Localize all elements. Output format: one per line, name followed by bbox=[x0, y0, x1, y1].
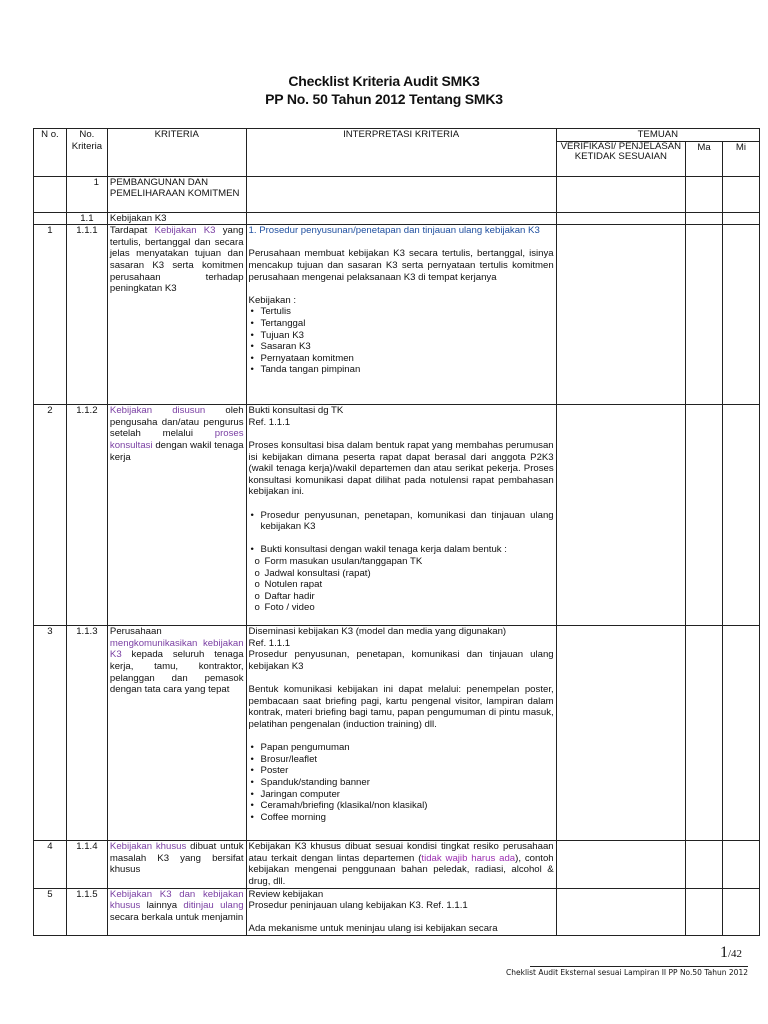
list-item: • Jaringan computer bbox=[261, 789, 554, 801]
table-row bbox=[34, 405, 760, 626]
row-number: 5 bbox=[34, 888, 67, 935]
row-interpretasi: Bukti konsultasi dg TK Ref. 1.1.1 Proses konsultasi bisa dalam bentuk rapat yang membahas perumusan isi kebijakan dimana peserta rapat dapat berasal dari anggota P2K3 (wakil tenaga kerja)/wakil departemen dan atau serikat pekerja. Proses konsultasi komunikasi dapat dilihat pada notulensi rapat pembahasan kebijakan ini. • Prosedur penyusunan, penetapan, komunikasi dan tinjauan ulang kebijakan K3 • Bukti konsultasi dengan wakil tenaga kerja dalam bentuk : o Form masukan usulan/tanggapan TK o Jadwal konsultasi (rapat) o Notulen rapat o Daftar hadir o Foto / video bbox=[246, 405, 556, 626]
table-row bbox=[34, 888, 760, 935]
row-kriteria: Kebijakan K3 dan kebijakan khusus lainnya ditinjau ulang secara berkala untuk menjamin bbox=[107, 888, 246, 935]
interpretasi-list bbox=[249, 306, 554, 376]
table-row bbox=[34, 225, 760, 405]
list-item: • Spanduk/standing banner bbox=[261, 777, 554, 789]
list-item: o Notulen rapat bbox=[265, 579, 554, 591]
header-verifikasi: VERIFIKASI/ PENJELASAN KETIDAK SESUAIAN bbox=[556, 141, 685, 176]
table-row bbox=[34, 841, 760, 888]
row-interpretasi: 1. Prosedur penyusunan/penetapan dan tinjauan ulang kebijakan K3 Perusahaan membuat kebijakan K3 secara tertulis, bertanggal, isinya mencakup tujuan dan sasaran K3 serta pernyataan tertulis komitmen perusahaan mengenai pelaksanaan K3 di tempat kerjanya Kebijakan : • Tertulis • Tertanggal • Tujuan K3 • Sasaran K3 • Pernyataan komitmen • Tanda tangan pimpinan bbox=[246, 225, 556, 405]
list-item: o Form masukan usulan/tanggapan TK bbox=[265, 556, 554, 568]
header-temuan: TEMUAN bbox=[556, 129, 759, 142]
row-kriteria: Tardapat Kebijakan K3 yang tertulis, bertanggal dan secara jelas menyatakan tujuan dan sasaran K3 serta komitmen perusahaan terhadap peningkatan K3 bbox=[107, 225, 246, 405]
row-code: 1.1.2 bbox=[66, 405, 107, 626]
interpretasi-list bbox=[249, 742, 554, 823]
document-title: Checklist Kriteria Audit SMK3 bbox=[288, 73, 480, 89]
row-number: 4 bbox=[34, 841, 67, 888]
list-item: • Tertanggal bbox=[261, 318, 554, 330]
list-item: • Sasaran K3 bbox=[261, 341, 554, 353]
section-title: PEMBANGUNAN DAN PEMELIHARAAN KOMITMEN bbox=[107, 176, 246, 212]
page-footer: Cheklist Audit Eksternal sesuai Lampiran II PP No.50 Tahun 2012 bbox=[506, 968, 748, 977]
list-item: • Brosur/leaflet bbox=[261, 754, 554, 766]
row-kriteria: Kebijakan khusus dibuat untuk masalah K3 yang bersifat khusus bbox=[107, 841, 246, 888]
header-mi: Mi bbox=[722, 141, 759, 176]
list-item: • Tujuan K3 bbox=[261, 330, 554, 342]
row-interpretasi: Diseminasi kebijakan K3 (model dan media yang digunakan) Ref. 1.1.1 Prosedur penyusunan, penetapan, komunikasi dan tinjauan ulang kebijakan K3 Bentuk komunikasi kebijakan ini dapat melalui: penempelan poster, pembacaan saat briefing pagi, kartu pengenal visitor, lampiran dalam kontrak, materi briefing bagi tamu, papan pengumuman di pintu masuk, pelatihan pengenalan (induction training) dll. • Papan pengumuman • Brosur/leaflet • Poster • Spanduk/standing banner • Jaringan computer • Ceramah/briefing (klasikal/non klasikal) • Coffee morning bbox=[246, 626, 556, 841]
document-subtitle: PP No. 50 Tahun 2012 Tentang SMK3 bbox=[265, 91, 503, 107]
row-kriteria: Kebijakan disusun oleh pengusaha dan/atau pengurus setelah melalui proses konsultasi dengan wakil tenaga kerja bbox=[107, 405, 246, 626]
row-number: 2 bbox=[34, 405, 67, 626]
header-no-kriteria: No. Kriteria bbox=[66, 129, 107, 177]
header-row bbox=[34, 129, 760, 142]
subsection-row bbox=[34, 212, 760, 225]
section-row bbox=[34, 176, 760, 212]
list-item: • Tertulis bbox=[261, 306, 554, 318]
list-item: • Papan pengumuman bbox=[261, 742, 554, 754]
list-item: • Pernyataan komitmen bbox=[261, 353, 554, 365]
list-item: o Foto / video bbox=[265, 602, 554, 614]
header-kriteria: KRITERIA bbox=[107, 129, 246, 177]
footer-divider bbox=[530, 966, 748, 967]
row-code: 1.1.4 bbox=[66, 841, 107, 888]
table-row bbox=[34, 626, 760, 841]
section-number: 1 bbox=[66, 176, 107, 212]
audit-checklist-table bbox=[33, 128, 760, 936]
subsection-number: 1.1 bbox=[66, 212, 107, 225]
list-item: • Coffee morning bbox=[261, 812, 554, 824]
page-number: 1/42 bbox=[720, 944, 743, 961]
list-item: o Daftar hadir bbox=[265, 591, 554, 603]
row-number: 3 bbox=[34, 626, 67, 841]
row-interpretasi: Review kebijakan Prosedur peninjauan ulang kebijakan K3. Ref. 1.1.1 Ada mekanisme untuk meninjau ulang isi kebijakan secara bbox=[246, 888, 556, 935]
header-interpretasi: INTERPRETASI KRITERIA bbox=[246, 129, 556, 177]
row-code: 1.1.5 bbox=[66, 888, 107, 935]
header-ma: Ma bbox=[686, 141, 723, 176]
interpretasi-list: • Bukti konsultasi dengan wakil tenaga kerja dalam bentuk : bbox=[249, 544, 554, 556]
interpretasi-sublist bbox=[249, 556, 554, 614]
list-item: o Jadwal konsultasi (rapat) bbox=[265, 568, 554, 580]
list-item: • Tanda tangan pimpinan bbox=[261, 364, 554, 376]
row-number: 1 bbox=[34, 225, 67, 405]
header-no: N o. bbox=[34, 129, 67, 177]
interpretasi-list: • Prosedur penyusunan, penetapan, komunikasi dan tinjauan ulang kebijakan K3 bbox=[249, 510, 554, 533]
subsection-title: Kebijakan K3 bbox=[107, 212, 246, 225]
row-code: 1.1.3 bbox=[66, 626, 107, 841]
list-item: • Ceramah/briefing (klasikal/non klasikal) bbox=[261, 800, 554, 812]
list-item: • Poster bbox=[261, 765, 554, 777]
row-code: 1.1.1 bbox=[66, 225, 107, 405]
row-kriteria: Perusahaan mengkomunikasikan kebijakan K3 kepada seluruh tenaga kerja, tamu, kontraktor, pelanggan dan pemasok dengan tata cara yang tepat bbox=[107, 626, 246, 841]
row-interpretasi: Kebijakan K3 khusus dibuat sesuai kondisi tingkat resiko perusahaan atau terkait dengan lintas departemen (tidak wajib harus ada), contoh kebijakan mengenai penggunaan bahan peledak, radiasi, alcohol & drug, dll. bbox=[246, 841, 556, 888]
